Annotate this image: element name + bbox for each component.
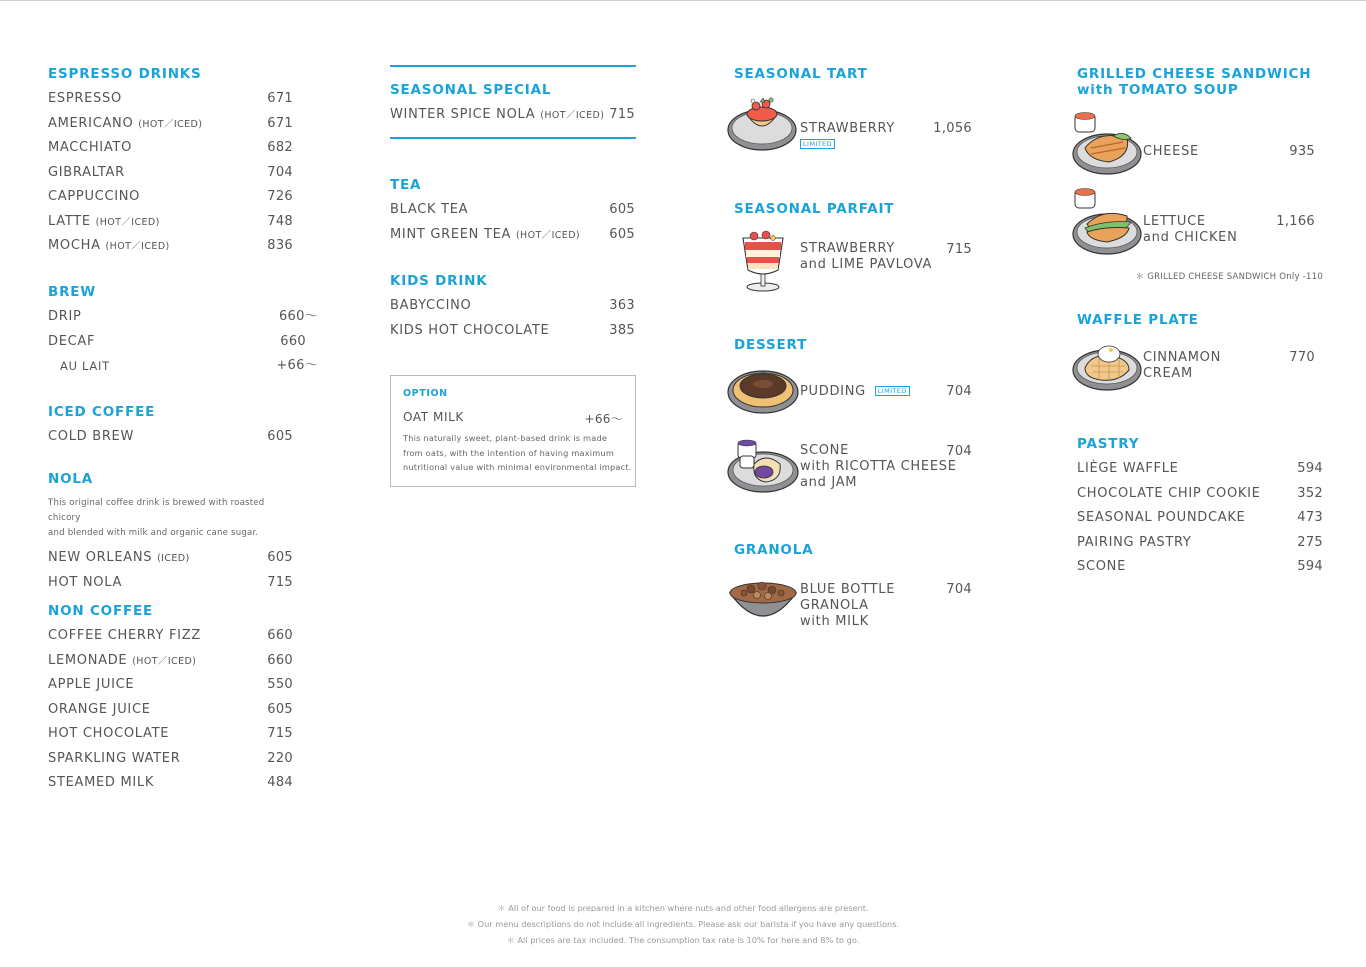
menu-item-name <box>48 188 140 206</box>
menu-item <box>390 226 635 251</box>
menu-item-price: 605 <box>609 226 635 242</box>
menu-item-variant: (HOT／ICED) <box>95 216 160 228</box>
menu-item-name <box>48 627 201 645</box>
section-title: ICED COFFEE <box>48 404 156 420</box>
menu-item-label: STEAMED MILK <box>48 775 155 790</box>
section-title: PASTRY <box>1077 436 1140 452</box>
menu-item <box>48 237 293 262</box>
menu-item-label: SPARKLING WATER <box>48 750 181 766</box>
waffle-icon <box>1069 338 1143 394</box>
menu-item-label: DRIP <box>48 309 82 324</box>
footer-note: ＊ All prices are tax included. The consumption tax rate is 10% for here and 8% to go. <box>506 935 860 945</box>
menu-item-label: KIDS HOT CHOCOLATE <box>390 322 550 338</box>
nola-description-line: and blended with milk and organic cane sugar. <box>48 528 259 538</box>
parfait-icon <box>726 228 800 294</box>
menu-item <box>1077 485 1323 510</box>
menu-item <box>48 652 293 677</box>
menu-item-name <box>48 333 95 351</box>
section-title-seasonal-tart: SEASONAL TART <box>734 66 868 82</box>
menu-item <box>48 308 318 333</box>
option-price: +66～ <box>584 412 623 426</box>
food-name-line: with MILK <box>800 614 869 629</box>
menu-item-price: 484 <box>267 775 293 790</box>
menu-item <box>48 725 293 750</box>
food-name-line: and LIME PAVLOVA <box>800 257 933 272</box>
food-name-line: and JAM <box>800 475 858 490</box>
food-name-line: BLUE BOTTLE <box>800 582 896 597</box>
menu-item <box>48 188 293 213</box>
menu-item-price: 836 <box>267 238 293 253</box>
menu-item-price: 594 <box>1297 559 1323 574</box>
option-box <box>390 375 636 487</box>
menu-item <box>1077 534 1323 559</box>
option-description-line: from oats, with the intention of having maximum <box>403 447 615 458</box>
menu-item <box>1077 460 1323 485</box>
menu-item-variant: (HOT／ICED) <box>138 118 203 130</box>
menu-item <box>48 90 293 115</box>
food-name-line: GRANOLA <box>800 598 869 613</box>
menu-item-price: 220 <box>267 750 293 766</box>
menu-item-name <box>60 357 110 375</box>
food-name-line: CINNAMON <box>1143 350 1222 365</box>
footer-note: ＊ Our menu descriptions do not include all ingredients. Please ask our barista if you have any questions. <box>466 919 900 929</box>
menu-item-name <box>48 213 160 232</box>
menu-item <box>390 322 635 347</box>
menu-item-price: 660～ <box>278 309 318 324</box>
menu-item-name <box>48 428 134 446</box>
menu-item-label: APPLE JUICE <box>48 677 135 692</box>
menu-item-price: 671 <box>267 115 293 131</box>
menu-item-price: 605 <box>267 701 293 717</box>
menu-item-label: HOT CHOCOLATE <box>48 726 170 741</box>
food-name-line: STRAWBERRY <box>800 121 896 136</box>
menu-item-name <box>48 701 151 719</box>
section-kids-drink <box>390 273 635 346</box>
food-item-lettuce-chicken <box>1069 186 1323 256</box>
menu-item-label: LATTE <box>48 213 91 229</box>
menu-item <box>48 164 293 189</box>
option-description <box>403 431 632 475</box>
menu-item-label: BLACK TEA <box>390 202 469 217</box>
food-name <box>800 384 910 400</box>
menu-item-label: LEMONADE <box>48 652 128 668</box>
menu-item <box>390 106 635 131</box>
food-price: 715 <box>946 242 972 257</box>
menu-item-price: 275 <box>1297 534 1323 550</box>
menu-item-label: CAPPUCCINO <box>48 189 141 204</box>
menu-item-price: 715 <box>267 574 293 590</box>
menu-item-name <box>48 237 170 256</box>
menu-item-name <box>48 549 190 568</box>
menu-item-name <box>48 308 82 326</box>
section-title: KIDS DRINK <box>390 273 488 289</box>
menu-item-label: ORANGE JUICE <box>48 701 151 717</box>
menu-item-name <box>48 164 125 182</box>
footer-note: ＊ All of our food is prepared in a kitchen where nuts and other food allergens are present. <box>497 903 869 913</box>
limited-badge: LIMITED <box>875 386 910 396</box>
menu-item-name <box>48 574 122 592</box>
menu-item-price: 605 <box>267 429 293 444</box>
menu-item-price: 363 <box>609 298 635 313</box>
menu-item <box>48 428 293 453</box>
menu-item-price: 605 <box>609 202 635 217</box>
menu-item-variant: (HOT／ICED) <box>540 110 605 121</box>
section-title-seasonal-parfait: SEASONAL PARFAIT <box>734 201 895 217</box>
menu-item <box>48 357 318 382</box>
section-title: TEA <box>390 177 422 193</box>
section-nola <box>48 471 293 598</box>
menu-item-price: 473 <box>1297 510 1323 525</box>
section-brew <box>48 284 318 382</box>
section-seasonal-special <box>390 82 635 131</box>
food-price: 704 <box>946 582 972 597</box>
sandwich-icon <box>1069 186 1143 256</box>
menu-item-price: 385 <box>609 322 635 338</box>
menu-item-variant: (HOT／ICED) <box>105 241 170 252</box>
menu-item-label: GIBRALTAR <box>48 164 125 180</box>
section-title-grilled-cheese <box>1077 66 1311 98</box>
menu-item-variant: (ICED) <box>157 553 190 564</box>
menu-item-name <box>1077 558 1126 576</box>
option-description-line: This naturally sweet, plant-based drink is made <box>403 433 608 443</box>
menu-item-label: MINT GREEN TEA <box>390 226 512 242</box>
option-description-line: nutritional value with minimal environmental impact. <box>403 462 632 472</box>
menu-item <box>48 627 293 652</box>
food-item-cinnamon-cream <box>1069 338 1323 394</box>
menu-item-name <box>48 652 196 671</box>
food-name-line: with RICOTTA CHEESE <box>800 459 957 474</box>
food-name <box>1143 214 1238 246</box>
menu-item-price: 726 <box>267 189 293 204</box>
menu-item-label: COFFEE CHERRY FIZZ <box>48 628 201 643</box>
menu-item-label: DECAF <box>48 333 96 349</box>
section-title: NON COFFEE <box>48 603 154 619</box>
menu-item <box>48 213 293 238</box>
menu-item-label: MACCHIATO <box>48 140 133 155</box>
food-name-line: SCONE <box>800 443 849 458</box>
menu-item-price: 715 <box>267 726 293 741</box>
section-title-line: with TOMATO SOUP <box>1077 82 1239 98</box>
menu-item-price: 671 <box>267 91 293 106</box>
menu-item-name <box>390 322 549 340</box>
menu-item <box>48 549 293 574</box>
seasonal-top-rule <box>390 65 636 67</box>
menu-item-label: AU LAIT <box>60 359 110 373</box>
menu-item-price: 660 <box>280 333 306 349</box>
menu-item-label: SEASONAL POUNDCAKE <box>1077 510 1246 525</box>
menu-item-variant: (HOT／ICED) <box>132 655 197 667</box>
food-price: 770 <box>1289 350 1315 365</box>
section-title-granola: GRANOLA <box>734 542 814 558</box>
menu-item <box>48 701 293 726</box>
menu-item-label: COLD BREW <box>48 429 135 444</box>
nola-description-line: This original coffee drink is brewed with roasted chicory <box>48 498 265 523</box>
section-non-coffee <box>48 603 293 799</box>
menu-item-name <box>1077 509 1245 527</box>
menu-item-label: NEW ORLEANS <box>48 550 153 565</box>
menu-item-label: BABYCCINO <box>390 298 472 313</box>
food-name-line: LETTUCE <box>1143 214 1206 229</box>
seasonal-bottom-rule <box>390 137 636 139</box>
menu-item-name <box>1077 460 1179 478</box>
section-title-line: GRILLED CHEESE SANDWICH <box>1077 66 1312 82</box>
menu-item-price: 605 <box>267 550 293 565</box>
menu-item-label: CHOCOLATE CHIP COOKIE <box>1077 485 1261 501</box>
menu-item-label: LIÈGE WAFFLE <box>1077 461 1179 476</box>
food-item-granola <box>726 573 980 633</box>
food-name-line: and CHICKEN <box>1143 230 1238 245</box>
menu-item-name <box>48 774 154 792</box>
scone-icon <box>726 434 800 496</box>
menu-item-name <box>390 201 468 219</box>
food-item-pudding <box>726 364 980 416</box>
menu-item <box>48 333 306 358</box>
section-iced-coffee <box>48 404 293 453</box>
menu-item-label: MOCHA <box>48 238 101 253</box>
menu-item-price: 550 <box>267 677 293 692</box>
section-title-waffle-plate: WAFFLE PLATE <box>1077 312 1199 328</box>
top-border <box>0 0 1366 1</box>
option-oat-milk <box>403 410 623 428</box>
menu-item-price: 715 <box>609 107 635 122</box>
menu-item-name <box>390 297 472 315</box>
pudding-icon <box>726 364 800 416</box>
menu-item <box>48 676 293 701</box>
menu-item-name <box>48 139 132 157</box>
food-name-line: STRAWBERRY <box>800 241 896 256</box>
section-pastry <box>1077 436 1323 583</box>
granola-bowl-icon <box>726 573 800 633</box>
menu-item-price: +66～ <box>276 358 318 373</box>
menu-item <box>390 297 635 322</box>
menu-item-price: 748 <box>267 213 293 229</box>
menu-item-name <box>48 90 122 108</box>
menu-item-variant: (HOT／ICED) <box>515 229 581 241</box>
food-price: 704 <box>946 384 972 399</box>
option-name: OAT MILK <box>403 410 464 424</box>
menu-item-name <box>48 750 180 768</box>
menu-item-label: ESPRESSO <box>48 91 122 106</box>
section-espresso-drinks <box>48 66 293 262</box>
grilled-cheese-note: ＊ GRILLED CHEESE SANDWICH Only -110 <box>1135 272 1323 282</box>
menu-item-label: HOT NOLA <box>48 574 123 590</box>
section-title-dessert: DESSERT <box>734 337 808 353</box>
food-name-line: PUDDING <box>800 384 866 399</box>
food-name <box>1143 350 1221 382</box>
menu-item <box>1077 558 1323 583</box>
menu-item-name <box>1077 534 1192 552</box>
menu-item-name <box>48 725 169 743</box>
section-title: BREW <box>48 284 96 300</box>
grilled-cheese-icon <box>1069 108 1143 178</box>
menu-item-label: AMERICANO <box>48 115 134 131</box>
section-title: NOLA <box>48 471 94 487</box>
menu-item-price: 594 <box>1297 461 1323 476</box>
menu-item-name <box>48 676 134 694</box>
food-name: CHEESE <box>1143 144 1199 159</box>
menu-item-price: 704 <box>267 164 293 180</box>
menu-item-name <box>390 106 604 125</box>
tart-icon <box>726 94 800 156</box>
food-name <box>800 443 957 491</box>
menu-item-name <box>48 115 202 134</box>
food-item-strawberry-tart <box>726 94 980 156</box>
food-price: 935 <box>1289 144 1315 159</box>
menu-item-name <box>1077 485 1261 503</box>
nola-description <box>48 496 293 541</box>
food-item-strawberry-parfait <box>726 228 980 294</box>
menu-item <box>48 750 293 775</box>
food-price: 1,056 <box>933 121 972 136</box>
menu-item <box>48 774 293 799</box>
menu-item-price: 352 <box>1297 485 1323 501</box>
food-name <box>800 121 895 153</box>
food-item-scone <box>726 434 980 496</box>
section-title: SEASONAL SPECIAL <box>390 82 552 98</box>
menu-footer-notes <box>0 900 1366 948</box>
menu-item <box>1077 509 1323 534</box>
menu-item-label: SCONE <box>1077 559 1126 574</box>
section-tea <box>390 177 635 250</box>
food-price: 1,166 <box>1276 214 1315 229</box>
menu-item <box>48 139 293 164</box>
food-name <box>800 241 932 273</box>
menu-item <box>390 201 635 226</box>
food-item-grilled-cheese <box>1069 108 1323 178</box>
food-price: 704 <box>946 444 972 459</box>
menu-item-price: 660 <box>267 652 293 668</box>
menu-item <box>48 115 293 140</box>
food-name <box>800 582 895 630</box>
menu-item-name <box>390 226 580 245</box>
menu-item-price: 682 <box>267 140 293 155</box>
food-name-line: CREAM <box>1143 366 1193 381</box>
option-title: OPTION <box>403 388 448 399</box>
section-title: ESPRESSO DRINKS <box>48 66 202 82</box>
menu-item-label: WINTER SPICE NOLA <box>390 107 536 122</box>
menu-item-price: 660 <box>267 628 293 643</box>
menu-item-label: PAIRING PASTRY <box>1077 534 1192 550</box>
limited-badge: LIMITED <box>800 139 835 149</box>
menu-item <box>48 574 293 599</box>
